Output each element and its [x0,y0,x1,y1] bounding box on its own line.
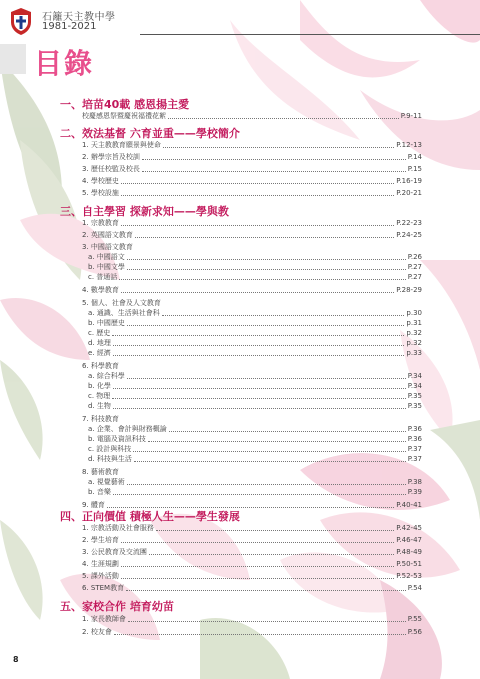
toc-entry-label: a. 視覺藝術 [88,478,125,486]
toc-entry-page: P.22-23 [396,219,422,227]
toc-entry[interactable] [82,219,422,228]
toc-entry[interactable] [88,382,422,391]
toc-entry-label: c. 普通話 [88,273,118,281]
toc-entry[interactable] [88,445,422,454]
toc-entry-label: 2. 校友會 [82,628,112,636]
toc-entry-label: 3. 歷任校監及校長 [82,165,140,173]
toc-entry-label: b. 中國歷史 [88,319,125,327]
leader-dots [142,158,406,160]
toc-entry-label: 1. 天主教教育願景與使命 [82,141,161,149]
toc-entry[interactable] [88,273,422,282]
toc-entry-label: b. 中國文學 [88,263,125,271]
leader-dots [127,268,406,270]
toc-entry-page: P.14 [407,153,422,161]
leader-dots [121,291,394,293]
toc-entry[interactable] [88,329,422,338]
toc-entry-label: c. 歷史 [88,329,111,337]
leader-dots [162,314,405,316]
toc-entry-page: P.20-21 [396,189,422,197]
toc-entry-page: p.32 [406,339,422,347]
toc-entry-page: P.42-45 [396,524,422,532]
toc-entry[interactable] [82,112,422,121]
leader-dots [135,236,394,238]
toc-entry[interactable] [88,488,422,497]
page-title: 目錄 [34,47,95,80]
leader-dots [142,170,406,172]
toc-entry-label: 6. STEM教育 [82,584,125,592]
toc-entry-page: p.32 [406,329,422,337]
toc-entry-label: e. 經濟 [88,349,111,357]
leader-dots [133,450,405,452]
toc-entry-label: d. 地理 [88,339,111,347]
toc-entry[interactable] [88,339,422,348]
leader-dots [121,224,394,226]
toc-entry[interactable] [82,153,422,162]
toc-group-heading: 3. 中國語文教育 [82,243,133,251]
toc-entry[interactable] [82,286,422,295]
toc-entry-page: P.54 [407,584,422,592]
school-years: 1981-2021 [42,21,97,32]
toc-entry-page: P.46-47 [396,536,422,544]
toc-entry-label: 5. 課外活動 [82,572,119,580]
leader-dots [112,397,405,399]
toc-entry[interactable] [82,177,422,186]
leader-dots [119,278,405,280]
toc-entry-page: P.34 [407,372,422,380]
toc-entry-page: P.27 [407,263,422,271]
toc-entry-page: P.52-53 [396,572,422,580]
toc-entry-label: 校慶感恩祭暨慶祝福禮花絮 [82,112,166,120]
toc-entry[interactable] [82,524,422,533]
toc-entry-page: p.30 [406,309,422,317]
toc-entry-page: P.27 [407,273,422,281]
leader-dots [121,541,394,543]
toc-entry-label: b. 音樂 [88,488,111,496]
toc-entry-label: c. 物理 [88,392,111,400]
toc-group-heading: 8. 藝術教育 [82,468,119,476]
leader-dots [127,324,405,326]
leader-dots [156,529,394,531]
toc-group-heading: 6. 科學教育 [82,362,119,370]
toc-entry[interactable] [88,392,422,401]
toc-entry-label: 2. 學生培育 [82,536,119,544]
toc-entry[interactable] [88,349,422,358]
toc-entry-label: 9. 體育 [82,501,105,509]
leader-dots [113,493,406,495]
toc-entry[interactable] [82,165,422,174]
toc-entry-label: a. 通識、生活與社會科 [88,309,160,317]
leader-dots [126,589,406,591]
section-heading-3: 三、自主學習 探新求知——學與教 [60,205,229,218]
toc-entry-label: 5. 學校設施 [82,189,119,197]
toc-entry-page: P.37 [407,455,422,463]
toc-entry-label: 2. 英國語文教育 [82,231,133,239]
school-name: 石籬天主教中學 [42,12,116,23]
toc-entry[interactable] [82,548,422,557]
leader-dots [127,483,406,485]
toc-entry-label: d. 生物 [88,402,111,410]
leader-dots [121,577,394,579]
section-heading-5: 五、家校合作 培育幼苗 [60,600,174,613]
page-number: 8 [13,655,19,664]
toc-entry-page: P.37 [407,445,422,453]
leader-dots [121,194,394,196]
leader-dots [149,553,394,555]
section-heading-1: 一、培苗40載 感恩揚主愛 [60,98,190,111]
leader-dots [121,565,394,567]
leader-dots [168,117,399,119]
toc-entry-page: P.15 [407,165,422,173]
toc-entry-label: 3. 公民教育及交流團 [82,548,147,556]
leader-dots [113,344,405,346]
toc-entry-page: P.56 [407,628,422,636]
leader-dots [128,620,406,622]
toc-entry[interactable] [88,455,422,464]
toc-entry-page: P.55 [407,615,422,623]
toc-entry[interactable] [82,231,422,240]
leader-dots [127,258,406,260]
toc-entry[interactable] [82,189,422,198]
leader-dots [163,146,394,148]
toc-entry[interactable] [88,309,422,318]
toc-entry-label: 1. 宗教教育 [82,219,119,227]
toc-entry[interactable] [88,435,422,444]
toc-entry[interactable] [82,615,422,624]
toc-entry-label: b. 化學 [88,382,111,390]
toc-entry-page: p.33 [406,349,422,357]
toc-entry-label: 4. 數學教育 [82,286,119,294]
toc-entry-page: P.28-29 [396,286,422,294]
leader-dots [114,633,406,635]
toc-entry[interactable] [88,402,422,411]
toc-entry-page: P.39 [407,488,422,496]
toc-entry-label: 1. 家長教師會 [82,615,126,623]
leader-dots [113,407,406,409]
toc-entry-page: P.9-11 [400,112,422,120]
toc-entry-page: P.36 [407,425,422,433]
leader-dots [113,354,405,356]
toc-entry[interactable] [88,478,422,487]
toc-entry[interactable] [88,263,422,272]
toc-entry[interactable] [88,253,422,262]
toc-entry-page: P.16-19 [396,177,422,185]
leader-dots [113,387,406,389]
toc-entry[interactable] [82,572,422,581]
toc-entry[interactable] [88,319,422,328]
leader-dots [121,182,394,184]
leader-dots [127,377,406,379]
leader-dots [169,430,406,432]
toc-entry-label: d. 科技與生活 [88,455,132,463]
toc-entry-label: a. 綜合科學 [88,372,125,380]
toc-entry-page: P.50-51 [396,560,422,568]
toc-entry-label: a. 企業、會計與財務概論 [88,425,167,433]
toc-entry-page: P.35 [407,402,422,410]
toc-group-heading: 7. 科技教育 [82,415,119,423]
toc-entry-page: P.24-25 [396,231,422,239]
toc-entry-label: b. 電腦及資訊科技 [88,435,146,443]
toc-entry[interactable] [82,584,422,593]
section-heading-2: 二、效法基督 六育並重——學校簡介 [60,127,240,140]
toc-entry-page: P.40-41 [396,501,422,509]
toc-entry-page: P.35 [407,392,422,400]
toc-entry[interactable] [82,628,422,637]
toc-entry[interactable] [82,536,422,545]
toc-entry-page: P.36 [407,435,422,443]
toc-entry-page: p.31 [406,319,422,327]
leader-dots [112,334,404,336]
toc-entry-page: P.48-49 [396,548,422,556]
toc-entry-page: P.26 [407,253,422,261]
section-heading-4: 四、正向價值 積極人生——學生發展 [60,510,240,523]
toc-entry[interactable] [88,372,422,381]
toc-entry-label: c. 設計與科技 [88,445,132,453]
toc-entry-page: P.34 [407,382,422,390]
toc-entry-label: 4. 生涯規劃 [82,560,119,568]
toc-entry-label: 2. 辦學宗旨及校訓 [82,153,140,161]
toc-entry-page: P.38 [407,478,422,486]
toc-entry[interactable] [82,560,422,569]
toc-entry-page: P.12-13 [396,141,422,149]
toc-entry[interactable] [88,425,422,434]
toc-entry[interactable] [82,141,422,150]
toc-group-heading: 5. 個人、社會及人文教育 [82,299,161,307]
leader-dots [148,440,406,442]
leader-dots [134,460,406,462]
toc-entry-label: a. 中國語文 [88,253,125,261]
toc-entry-label: 4. 學校歷史 [82,177,119,185]
toc-entry-label: 1. 宗教活動及社會服務 [82,524,154,532]
